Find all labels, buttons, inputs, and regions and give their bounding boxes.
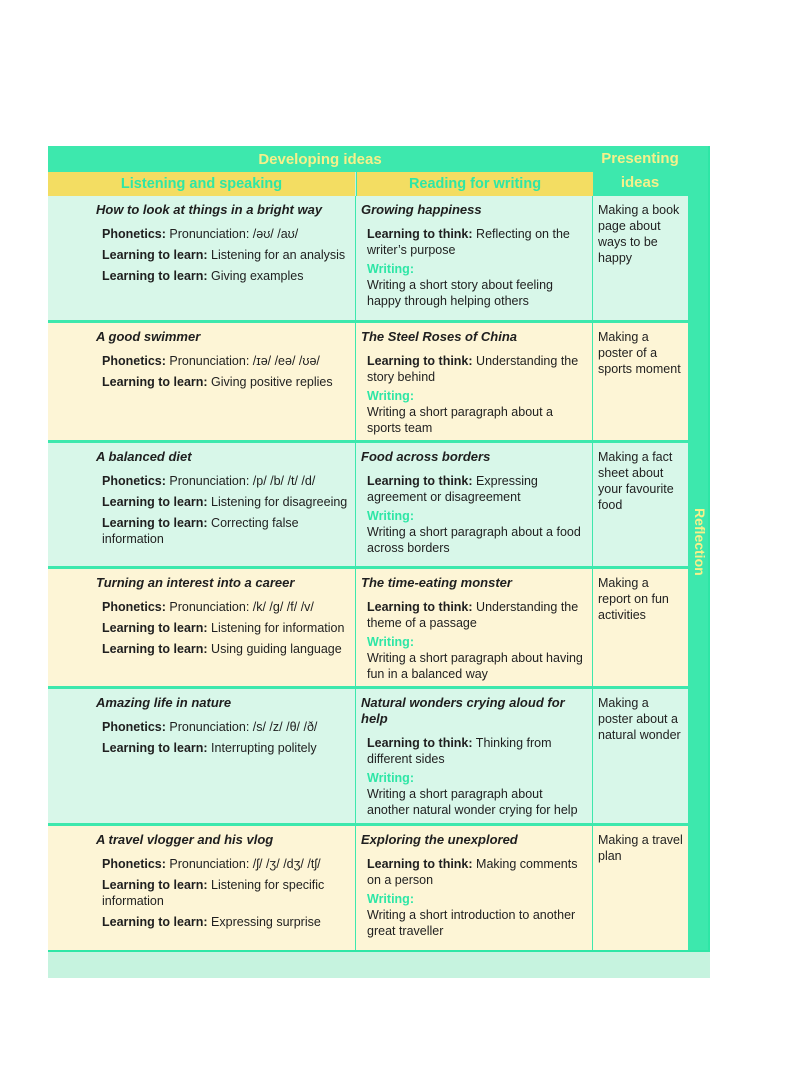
ls-item: Phonetics: Pronunciation: /k/ /g/ /f/ /v/ [102, 600, 314, 614]
ls-item: Learning to learn: Interrupting politely [102, 741, 317, 755]
unit-row [48, 826, 688, 950]
rw-think: Learning to think: Reflecting on the writer’s purpose [367, 227, 570, 257]
ls-item: Learning to learn: Giving examples [102, 269, 304, 283]
rw-writing-text: Writing a short introduction to another great traveller [367, 908, 576, 938]
rw-writing-label: Writing: [367, 509, 414, 523]
ls-item: Learning to learn: Listening for an analysis [102, 248, 346, 262]
header-developing-ideas: Developing ideas [48, 146, 592, 172]
reading-writing-cell [355, 196, 592, 320]
ls-item: Learning to learn: Listening for disagreeing [102, 495, 348, 509]
rw-writing-label: Writing: [367, 389, 414, 403]
listening-speaking-cell [48, 826, 355, 950]
ls-title: Turning an interest into a career [96, 575, 295, 590]
unit-row [48, 689, 688, 826]
ls-item: Learning to learn: Giving positive replies [102, 375, 333, 389]
ls-item: Learning to learn: Correcting false information [102, 516, 299, 546]
ls-item: Phonetics: Pronunciation: /əʊ/ /aʊ/ [102, 227, 299, 241]
rw-writing-label: Writing: [367, 892, 414, 906]
listening-speaking-cell [48, 196, 355, 320]
rw-think: Learning to think: Understanding the theme of a passage [367, 600, 579, 630]
header-reading-writing: Reading for writing [356, 172, 593, 196]
rw-writing-text: Writing a short paragraph about another natural wonder crying for help [367, 787, 578, 817]
listening-speaking-cell [48, 569, 355, 686]
presenting-cell: Making a poster of a sports moment [592, 323, 688, 440]
reading-writing-cell [355, 826, 592, 950]
rw-writing-text: Writing a short paragraph about having fun in a balanced way [367, 651, 583, 681]
ls-item: Learning to learn: Listening for specific information [102, 878, 325, 908]
presenting-cell: Making a poster about a natural wonder [592, 689, 688, 823]
ls-item: Phonetics: Pronunciation: /ʃ/ /ʒ/ /dʒ/ /tʃ/ [102, 857, 321, 871]
rw-title: Growing happiness [361, 202, 482, 217]
rw-writing-text: Writing a short story about feeling happy through helping others [367, 278, 553, 308]
listening-speaking-cell [48, 689, 355, 823]
rw-writing-label: Writing: [367, 771, 414, 785]
ls-title: A good swimmer [96, 329, 201, 344]
ls-item: Learning to learn: Listening for information [102, 621, 345, 635]
reading-writing-cell [355, 689, 592, 823]
rw-think: Learning to think: Thinking from different sides [367, 736, 552, 766]
rw-writing-label: Writing: [367, 635, 414, 649]
ls-item: Phonetics: Pronunciation: /p/ /b/ /t/ /d/ [102, 474, 316, 488]
ls-title: A balanced diet [96, 449, 192, 464]
table-footer-strip [48, 950, 710, 978]
header-presenting-ideas: Presenting ideas [592, 146, 688, 196]
rw-title: Food across borders [361, 449, 491, 464]
listening-speaking-cell [48, 323, 355, 440]
presenting-cell: Making a fact sheet about your favourite food [592, 443, 688, 566]
reading-writing-cell [355, 323, 592, 440]
presenting-cell: Making a travel plan [592, 826, 688, 950]
rw-title: Exploring the unexplored [361, 832, 518, 847]
ls-title: A travel vlogger and his vlog [96, 832, 274, 847]
listening-speaking-cell [48, 443, 355, 566]
rw-writing-text: Writing a short paragraph about a sports team [367, 405, 553, 435]
ls-item: Learning to learn: Expressing surprise [102, 915, 321, 929]
header-listening-speaking: Listening and speaking [48, 172, 355, 196]
ls-item: Phonetics: Pronunciation: /ɪə/ /eə/ /ʊə/ [102, 354, 320, 368]
reading-writing-cell [355, 569, 592, 686]
reflection-label: Reflection [692, 508, 708, 576]
rw-title: The time-eating monster [361, 575, 512, 590]
rw-title: The Steel Roses of China [361, 329, 518, 344]
reading-writing-cell [355, 443, 592, 566]
presenting-cell: Making a report on fun activities [592, 569, 688, 686]
unit-row [48, 443, 688, 569]
unit-row [48, 196, 688, 323]
ls-item: Phonetics: Pronunciation: /s/ /z/ /θ/ /ð/ [102, 720, 318, 734]
rw-writing-text: Writing a short paragraph about a food across borders [367, 525, 581, 555]
rw-title: Natural wonders crying aloud for help [361, 695, 565, 726]
rw-think: Learning to think: Making comments on a person [367, 857, 578, 887]
rw-writing-label: Writing: [367, 262, 414, 276]
ls-title: How to look at things in a bright way [96, 202, 323, 217]
rw-think: Learning to think: Understanding the story behind [367, 354, 579, 384]
ls-title: Amazing life in nature [96, 695, 232, 710]
rw-think: Learning to think: Expressing agreement or disagreement [367, 474, 538, 504]
ls-item: Learning to learn: Using guiding language [102, 642, 342, 656]
unit-row [48, 323, 688, 443]
presenting-cell: Making a book page about ways to be happy [592, 196, 688, 320]
unit-row [48, 569, 688, 689]
